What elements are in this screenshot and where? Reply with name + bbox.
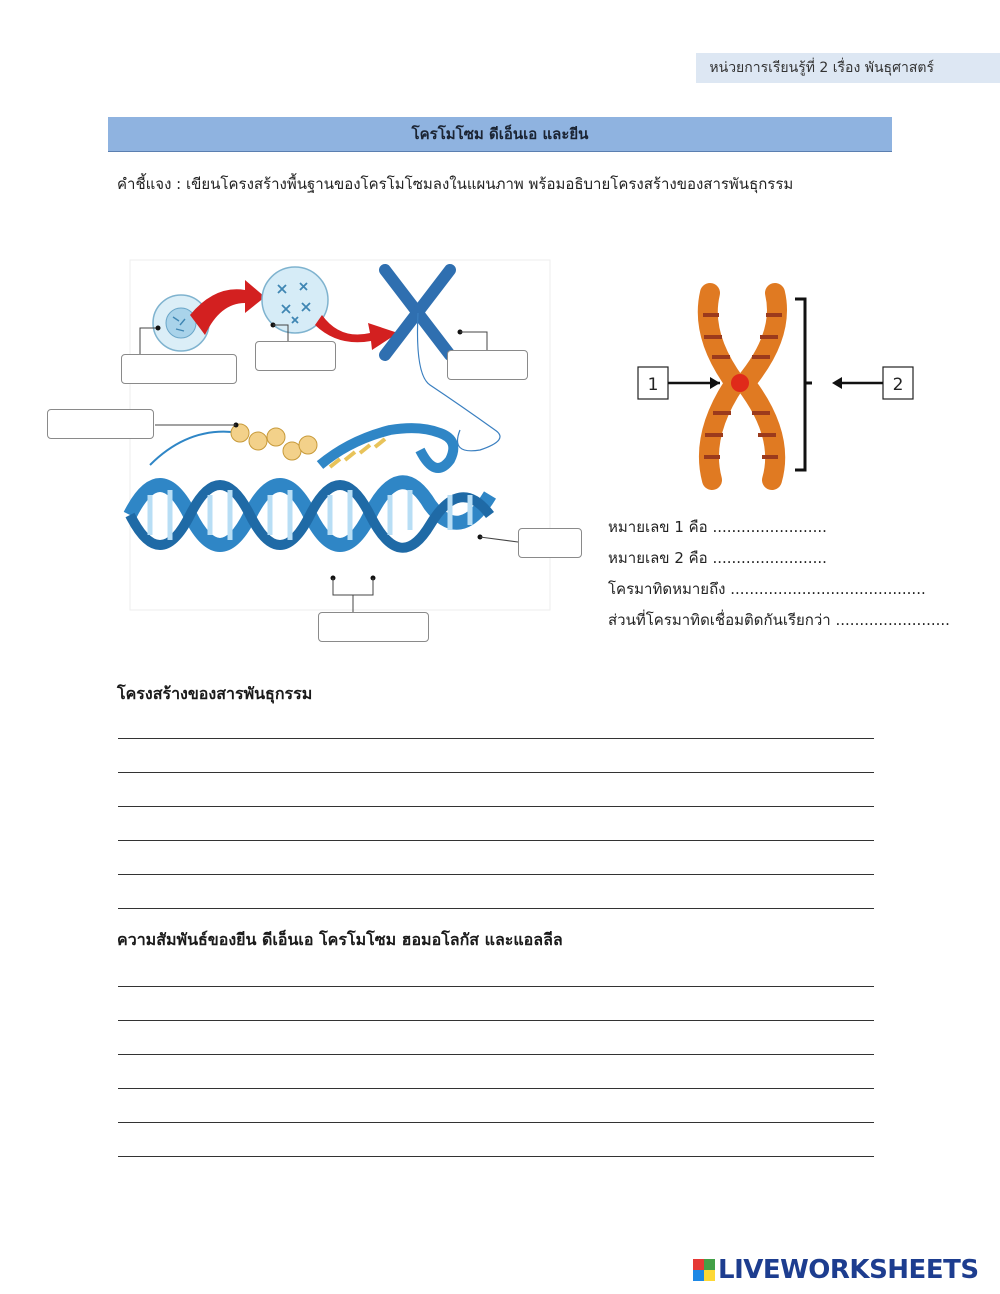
question-centromere: ส่วนที่โครมาทิดเชื่อมติดกันเรียกว่า ........................ [608,611,950,629]
liveworksheets-logo [693,1254,979,1286]
chromosome-label-1: 1 [647,375,659,395]
writing-input[interactable] [118,1138,878,1158]
answer-input-nucleus[interactable] [256,342,335,370]
answer-input-cell[interactable] [122,355,236,383]
liveworksheets-logo-icon [693,1259,715,1281]
answer-input-chromatin[interactable] [48,410,153,438]
writing-input[interactable] [118,788,878,808]
chromosome-label-2: 2 [892,375,904,395]
section-heading-relationship: ความสัมพันธ์ของยีน ดีเอ็นเอ โครโมโซม ฮอมอโลกัส และแอลลีล [117,930,563,949]
answer-box-chromosome[interactable] [447,350,528,380]
writing-line[interactable] [118,890,874,909]
answer-box-dna[interactable] [518,528,582,558]
writing-input[interactable] [118,890,878,910]
answer-box-nucleus[interactable] [255,341,336,371]
writing-input[interactable] [118,822,878,842]
bracket-right [795,299,812,470]
writing-input[interactable] [118,856,878,876]
labeled-chromosome-diagram [600,275,940,505]
liveworksheets-logo-text: LIVEWORKSHEETS [718,1255,979,1285]
answer-input-chromosome[interactable] [448,351,527,379]
writing-input[interactable] [118,1104,878,1124]
answer-box-base-pair[interactable] [318,612,429,642]
chromosome-x-illustration [703,293,782,480]
writing-line[interactable] [118,1070,874,1089]
answer-input-base-pair[interactable] [319,613,428,641]
question-chromatid: โครมาทิดหมายถึง ......................................... [608,580,926,598]
writing-line[interactable] [118,1002,874,1021]
writing-line[interactable] [118,856,874,875]
writing-line[interactable] [118,788,874,807]
writing-line[interactable] [118,1036,874,1055]
chromosome-dna-diagram [40,255,600,655]
writing-line[interactable] [118,1104,874,1123]
answer-box-chromatin[interactable] [47,409,154,439]
question-number-2: หมายเลข 2 คือ ........................ [608,549,827,567]
writing-input[interactable] [118,1036,878,1056]
section-heading-genetic-structure: โครงสร้างของสารพันธุกรรม [117,684,313,703]
unit-tag: หน่วยการเรียนรู้ที่ 2 เรื่อง พันธุศาสตร์ [696,53,1000,83]
writing-line[interactable] [118,1138,874,1157]
writing-line[interactable] [118,822,874,841]
question-number-1: หมายเลข 1 คือ ........................ [608,518,827,536]
writing-input[interactable] [118,968,878,988]
writing-line[interactable] [118,968,874,987]
writing-input[interactable] [118,1002,878,1022]
writing-line[interactable] [118,720,874,739]
writing-input[interactable] [118,1070,878,1090]
writing-input[interactable] [118,754,878,774]
writing-input[interactable] [118,720,878,740]
answer-box-cell[interactable] [121,354,237,384]
answer-input-dna[interactable] [519,529,581,557]
instruction-text: คำชี้แจง : เขียนโครงสร้างพื้นฐานของโครโมโซมลงในแผนภาพ พร้อมอธิบายโครงสร้างของสารพันธุกรรม [117,175,794,193]
worksheet-title: โครโมโซม ดีเอ็นเอ และยีน [108,117,892,152]
writing-line[interactable] [118,754,874,773]
